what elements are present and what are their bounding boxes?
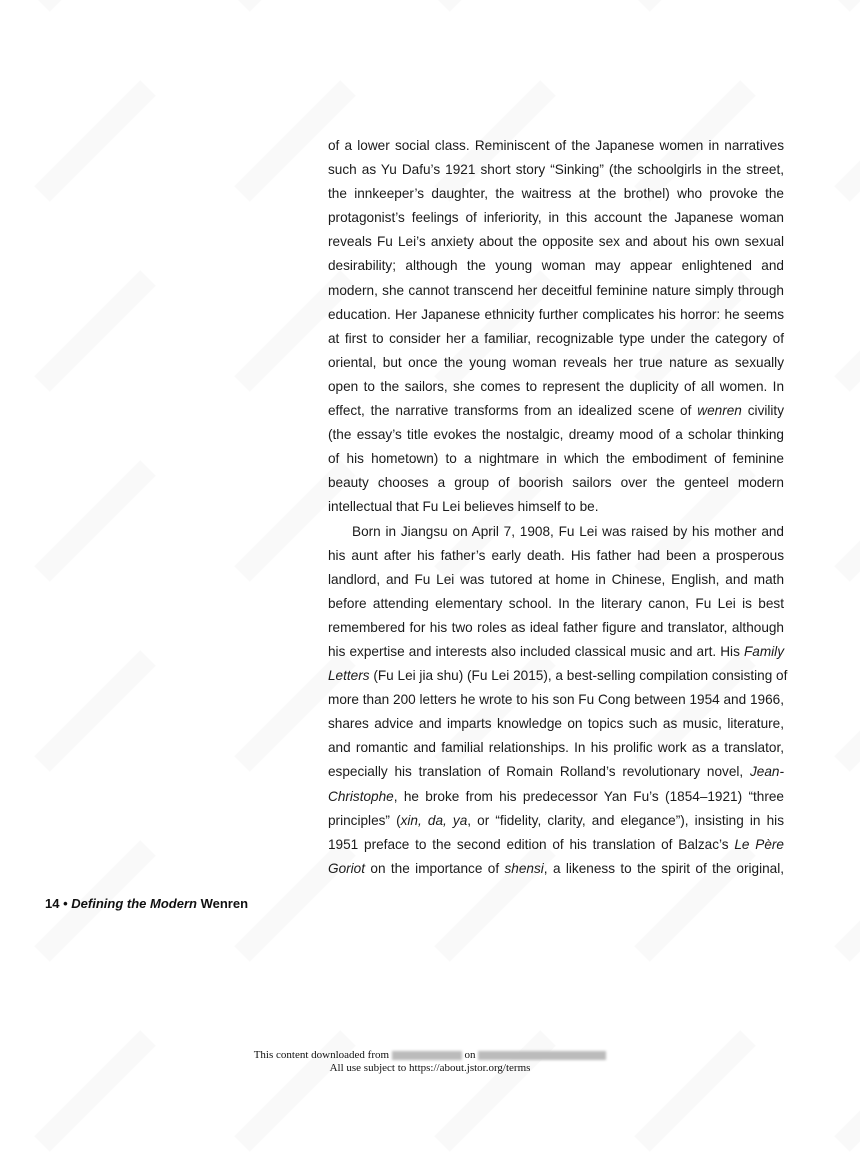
text-line (328, 495, 784, 519)
watermark (34, 270, 156, 392)
text-segment: 1951 preface to the second edition of his translation of Balzac’s (328, 836, 735, 852)
text-segment: education. Her Japanese ethnicity further complicates his horror: he seems (328, 306, 784, 322)
text-segment: oriental, but once the young woman reveals her true nature as sexually (328, 354, 784, 370)
text-segment: such as Yu Dafu’s 1921 short story “Sinking” (the schoolgirls in the street, (328, 162, 784, 178)
watermark (434, 0, 556, 12)
watermark (834, 840, 860, 962)
text-segment: protagonist’s feelings of inferiority, in this account the Japanese woman (328, 210, 784, 226)
separator-bullet: • (63, 896, 68, 911)
text-line (328, 279, 784, 303)
text-line (328, 206, 784, 230)
text-line (328, 592, 784, 616)
text-line (328, 327, 784, 351)
text-segment: especially his translation of Romain Rolland’s revolutionary novel, (328, 764, 750, 780)
text-segment: effect, the narrative transforms from an idealized scene of (328, 403, 698, 419)
text-segment: intellectual that Fu Lei believes himself to be. (328, 499, 599, 515)
watermark (834, 270, 860, 392)
italic-text: Jean- (749, 764, 784, 780)
text-segment: Born in Jiangsu on April 7, 1908, Fu Lei was raised by his mother and (352, 523, 784, 539)
text-segment: (the essay’s title evokes the nostalgic, dreamy mood of a scholar thinking (328, 427, 784, 443)
italic-text: Family (743, 643, 784, 659)
text-line (328, 640, 784, 664)
text-line (328, 303, 784, 327)
text-line (328, 399, 784, 423)
text-segment: and romantic and familial relationships. In his prolific work as a translator, (328, 740, 784, 756)
text-line (328, 833, 784, 857)
text-line (328, 471, 784, 495)
text-segment: , or “fidelity, clarity, and elegance”), insisting in his (467, 812, 784, 828)
running-footer (45, 896, 248, 911)
text-line (328, 616, 784, 640)
book-title-roman: Wenren (200, 896, 249, 911)
italic-text: wenren (697, 403, 742, 419)
download-on: on (464, 1049, 476, 1061)
text-segment: desirability; although the young woman may appear enlightened and (328, 258, 784, 274)
text-segment: at first to consider her a familiar, recognizable type under the category of (328, 330, 784, 346)
text-line (328, 809, 784, 833)
text-line (328, 134, 784, 158)
watermark (34, 650, 156, 772)
text-line (328, 785, 784, 809)
text-segment: on the importance of (365, 860, 505, 876)
text-segment: his aunt after his father’s early death. His father had been a prosperous (328, 547, 784, 563)
text-line (328, 568, 784, 592)
text-line (328, 544, 784, 568)
text-line (328, 688, 784, 712)
text-segment: of a lower social class. Reminiscent of the Japanese women in narratives (328, 138, 784, 153)
watermark (34, 0, 156, 12)
terms-line: All use subject to https://about.jstor.org/terms (329, 1062, 531, 1074)
body-text (328, 134, 788, 881)
text-segment: before attending elementary school. In the literary canon, Fu Lei is best (328, 595, 784, 611)
text-segment: principles” ( (328, 812, 401, 828)
text-segment: landlord, and Fu Lei was tutored at home in Chinese, English, and math (328, 571, 784, 587)
text-line (328, 520, 784, 544)
text-segment: , a likeness to the spirit of the original, (543, 860, 785, 876)
text-line (328, 857, 784, 881)
text-line (328, 254, 784, 278)
text-line (328, 230, 784, 254)
italic-text: Le Père (734, 836, 784, 852)
redacted-ip (392, 1051, 462, 1060)
text-segment: modern, she cannot transcend her deceitful feminine nature simply through (328, 282, 784, 298)
watermark (234, 0, 356, 12)
watermark (834, 80, 860, 202)
watermark (34, 460, 156, 582)
text-segment: reveals Fu Lei’s anxiety about the opposite sex and about his own sexual (328, 234, 784, 250)
text-segment: remembered for his two roles as ideal father figure and translator, although (328, 619, 784, 635)
italic-text: xin, da, ya (400, 812, 468, 828)
text-line (328, 760, 784, 784)
download-prefix: This content downloaded from (253, 1049, 390, 1061)
text-segment: open to the sailors, she comes to represent the duplicity of all women. In (328, 378, 784, 394)
text-segment: civility (741, 403, 785, 419)
text-line (328, 351, 784, 375)
text-line (328, 423, 784, 447)
jstor-notice (0, 1049, 860, 1075)
text-line (328, 447, 784, 471)
book-title-italic: Defining the Modern (71, 896, 197, 911)
text-segment: shares advice and imparts knowledge on topics such as music, literature, (328, 716, 784, 732)
download-line (0, 1049, 860, 1062)
page-number: 14 (45, 896, 60, 911)
text-line (328, 664, 788, 688)
text-segment: beauty chooses a group of boorish sailors over the genteel modern (328, 475, 784, 491)
text-segment: more than 200 letters he wrote to his son Fu Cong between 1954 and 1966, (328, 692, 784, 708)
text-segment: his expertise and interests also included classical music and art. His (328, 643, 744, 659)
text-line (328, 736, 784, 760)
text-line (328, 182, 784, 206)
text-line (328, 712, 784, 736)
italic-text: Christophe (328, 788, 394, 804)
redacted-date (478, 1051, 606, 1060)
text-line (328, 158, 784, 182)
watermark (634, 0, 756, 12)
italic-text: Letters (328, 668, 370, 684)
text-segment: of his hometown) to a nightmare in which the embodiment of feminine (328, 451, 784, 467)
text-segment: (Fu Lei jia shu) (Fu Lei 2015), a best-selling compilation consisting of (369, 668, 788, 684)
watermark (34, 80, 156, 202)
watermark (834, 0, 860, 12)
italic-text: shensi (504, 860, 544, 876)
text-line (328, 375, 784, 399)
italic-text: Goriot (328, 860, 366, 876)
watermark (834, 650, 860, 772)
text-segment: the innkeeper’s daughter, the waitress at the brothel) who provoke the (328, 186, 784, 202)
watermark (834, 460, 860, 582)
text-segment: , he broke from his predecessor Yan Fu’s (1854–1921) “three (393, 788, 784, 804)
